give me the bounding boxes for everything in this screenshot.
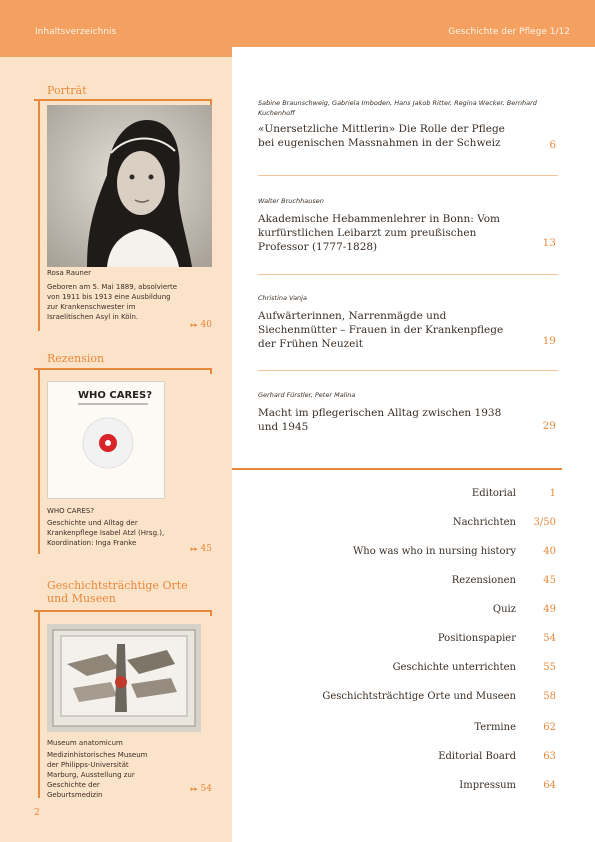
portrait-caption <box>47 268 212 330</box>
index-page: 64 <box>543 780 556 791</box>
book-title: WHO CARES? <box>47 507 95 515</box>
article-page: 13 <box>542 237 556 249</box>
article-page: 19 <box>542 335 556 347</box>
page-number: 2 <box>34 808 40 818</box>
sidebar-accent-bar <box>0 47 232 57</box>
sidebar-title-rezension: Rezension <box>47 352 105 365</box>
index-row[interactable] <box>300 751 556 765</box>
index-label: Impressum <box>459 780 516 791</box>
sidebar-corner-mark <box>206 368 212 374</box>
sidebar-vertical-rule <box>38 99 40 331</box>
index-label: Geschichtsträchtige Orte und Museen <box>322 691 516 702</box>
article-divider <box>258 175 558 176</box>
sidebar-divider <box>34 610 212 612</box>
article-divider <box>258 370 558 371</box>
museum-photo <box>47 624 201 732</box>
index-label: Rezensionen <box>451 575 516 586</box>
index-page: 40 <box>543 546 556 557</box>
header-section-label: Inhaltsverzeichnis <box>35 27 117 37</box>
sidebar-divider <box>34 99 212 101</box>
index-row[interactable] <box>300 488 556 502</box>
index-row[interactable] <box>300 633 556 647</box>
museum-description: Medizinhistorisches Museum der Philipps-Universität Marburg, Ausstellung zur Geschichte der Geburtsmedizin <box>47 751 148 799</box>
index-label: Termine <box>474 722 516 733</box>
museum-name: Museum anatomicum <box>47 739 123 747</box>
portrait-page-link[interactable] <box>191 320 212 330</box>
index-page: 3/50 <box>533 517 556 528</box>
index-page: 1 <box>549 488 556 499</box>
index-label: Nachrichten <box>452 517 516 528</box>
index-row[interactable] <box>300 604 556 618</box>
orte-page-number: 54 <box>200 784 212 794</box>
article-title: Macht im pflegerischen Alltag zwischen 1938 und 1945 <box>258 407 502 433</box>
index-page: 49 <box>543 604 556 615</box>
article-authors: Christina Vanja <box>258 294 307 302</box>
index-page: 45 <box>543 575 556 586</box>
article-entry[interactable] <box>258 293 556 351</box>
portrait-description: Geboren am 5. Mai 1889, absolvierte von 1911 bis 1913 eine Ausbildung zur Krankenschwester im Israelitischen Asyl in Köln. <box>47 283 178 321</box>
rezension-caption <box>47 506 212 554</box>
article-entry[interactable] <box>258 390 556 434</box>
article-page: 6 <box>549 139 556 151</box>
article-title: Aufwärterinnen, Narrenmägde und Siechenmütter – Frauen in der Krankenpflege der Frühen Neuzeit <box>258 310 504 350</box>
index-page: 54 <box>543 633 556 644</box>
index-divider <box>232 468 562 470</box>
article-title: Akademische Hebammenlehrer in Bonn: Vom kurfürstlichen Leibarzt zum preußischen Professor (1777-1828) <box>258 213 500 253</box>
header-journal-issue: Geschichte der Pflege 1/12 <box>448 27 570 37</box>
article-page: 29 <box>542 420 556 432</box>
index-label: Quiz <box>492 604 516 615</box>
index-row[interactable] <box>300 546 556 560</box>
page-header <box>0 0 595 47</box>
sidebar-divider <box>34 368 212 370</box>
book-cover-emblem <box>82 417 134 469</box>
index-page: 58 <box>543 691 556 702</box>
rezension-page-link[interactable] <box>191 544 212 554</box>
index-row[interactable] <box>300 722 556 736</box>
arrow-icon: ▸▸ <box>190 785 198 793</box>
book-cover-title: WHO CARES? <box>78 390 152 401</box>
rezension-page-number: 45 <box>200 544 212 554</box>
portrait-photo <box>47 105 212 267</box>
index-row[interactable] <box>300 575 556 589</box>
book-description: Geschichte und Alltag der Krankenpflege Isabel Atzl (Hrsg.), Koordination: Inga Franke <box>47 519 165 547</box>
index-label: Editorial <box>471 488 516 499</box>
portrait-name: Rosa Rauner <box>47 269 92 277</box>
index-page: 55 <box>543 662 556 673</box>
sidebar-corner-mark <box>206 610 212 616</box>
orte-caption <box>47 738 212 799</box>
book-cover <box>47 381 165 499</box>
portrait-page-number: 40 <box>200 320 212 330</box>
index-label: Geschichte unterrichten <box>392 662 516 673</box>
index-row[interactable] <box>300 662 556 676</box>
arrow-icon: ▸▸ <box>190 321 198 329</box>
article-divider <box>258 274 558 275</box>
index-label: Editorial Board <box>438 751 516 762</box>
sidebar-vertical-rule <box>38 610 40 798</box>
index-row[interactable] <box>300 780 556 794</box>
sidebar-title-orte: Geschichtsträchtige Orte und Museen <box>47 579 188 605</box>
sidebar-vertical-rule <box>38 368 40 554</box>
index-row[interactable] <box>300 691 556 705</box>
article-authors: Walter Bruchhausen <box>258 197 324 205</box>
index-page: 62 <box>543 722 556 733</box>
index-page: 63 <box>543 751 556 762</box>
orte-page-link[interactable] <box>191 784 212 794</box>
article-entry[interactable] <box>258 98 556 158</box>
index-label: Who was who in nursing history <box>352 546 516 557</box>
sidebar-title-portrait: Porträt <box>47 84 87 97</box>
index-row[interactable] <box>300 517 556 531</box>
article-entry[interactable] <box>258 196 556 254</box>
article-authors: Sabine Braunschweig, Gabriela Imboden, Hans Jakob Ritter, Regina Wecker, Bernhard Kuchenhoff <box>258 99 537 117</box>
article-authors: Gerhard Fürstler, Peter Malina <box>258 391 356 399</box>
article-title: «Unersetzliche Mittlerin» Die Rolle der Pflege bei eugenischen Massnahmen in der Schweiz <box>258 123 505 149</box>
index-label: Positionspapier <box>437 633 516 644</box>
arrow-icon: ▸▸ <box>190 545 198 553</box>
book-cover-subtitle-line <box>78 403 148 405</box>
